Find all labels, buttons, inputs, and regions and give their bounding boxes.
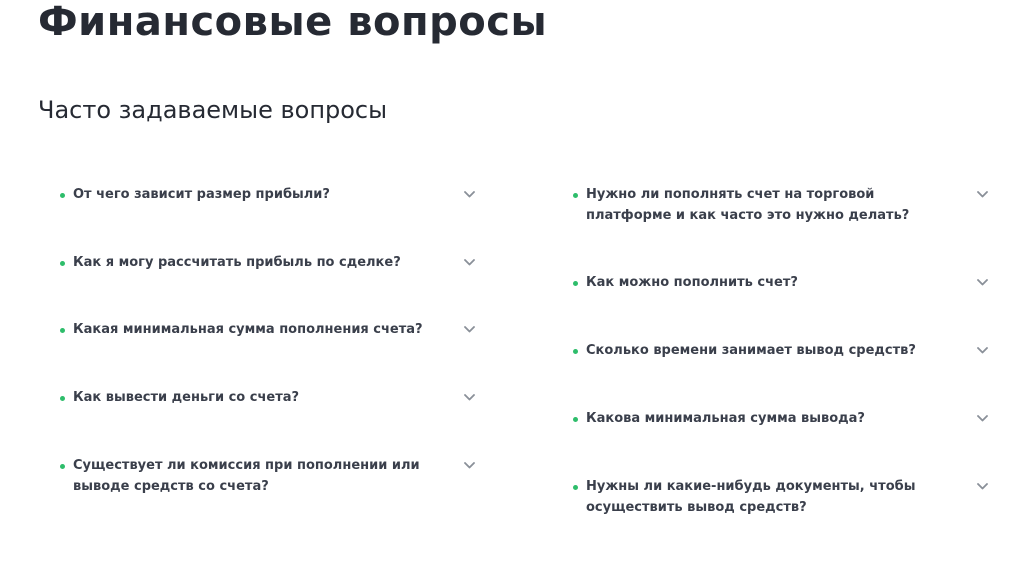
- chevron-down-icon[interactable]: [462, 390, 476, 404]
- chevron-down-icon[interactable]: [462, 255, 476, 269]
- chevron-down-icon[interactable]: [462, 458, 476, 472]
- faq-item-commission[interactable]: [60, 455, 476, 497]
- faq-question: Нужны ли какие-нибудь документы, чтобы осуществить вывод средств?: [586, 479, 916, 515]
- chevron-down-icon[interactable]: [462, 322, 476, 336]
- faq-item-calculate-profit[interactable]: [60, 252, 476, 273]
- bullet-icon: [60, 328, 65, 333]
- chevron-down-icon[interactable]: [975, 411, 989, 425]
- bullet-icon: [60, 261, 65, 266]
- bullet-icon: [60, 396, 65, 401]
- faq-question: Какая минимальная сумма пополнения счета?: [73, 322, 423, 337]
- faq-item-withdraw-time[interactable]: [573, 340, 989, 361]
- faq-question: Как можно пополнить счет?: [586, 275, 798, 290]
- faq-question: Нужно ли пополнять счет на торговой платформе и как часто это нужно делать?: [586, 187, 910, 223]
- faq-item-profit-size[interactable]: [60, 184, 476, 205]
- faq-item-min-withdrawal[interactable]: [573, 408, 989, 429]
- chevron-down-icon[interactable]: [975, 479, 989, 493]
- chevron-down-icon[interactable]: [975, 275, 989, 289]
- bullet-icon: [573, 193, 578, 198]
- bullet-icon: [60, 464, 65, 469]
- page-title: Финансовые вопросы: [38, 0, 548, 45]
- faq-question: Как вывести деньги со счета?: [73, 390, 300, 405]
- faq-item-how-to-topup[interactable]: [573, 272, 989, 293]
- faq-question: Сколько времени занимает вывод средств?: [586, 343, 916, 358]
- bullet-icon: [573, 281, 578, 286]
- bullet-icon: [60, 193, 65, 198]
- faq-question: От чего зависит размер прибыли?: [73, 187, 330, 202]
- faq-item-withdrawal-documents[interactable]: [573, 476, 989, 518]
- faq-item-topup-frequency[interactable]: [573, 184, 989, 226]
- section-title: Часто задаваемые вопросы: [38, 96, 388, 124]
- chevron-down-icon[interactable]: [462, 187, 476, 201]
- bullet-icon: [573, 349, 578, 354]
- bullet-icon: [573, 417, 578, 422]
- faq-item-min-deposit[interactable]: [60, 319, 476, 340]
- chevron-down-icon[interactable]: [975, 343, 989, 357]
- bullet-icon: [573, 485, 578, 490]
- chevron-down-icon[interactable]: [975, 187, 989, 201]
- faq-question: Какова минимальная сумма вывода?: [586, 411, 865, 426]
- faq-question: Как я могу рассчитать прибыль по сделке?: [73, 255, 401, 270]
- faq-question: Существует ли комиссия при пополнении или выводе средств со счета?: [73, 458, 420, 494]
- faq-item-withdraw-money[interactable]: [60, 387, 476, 408]
